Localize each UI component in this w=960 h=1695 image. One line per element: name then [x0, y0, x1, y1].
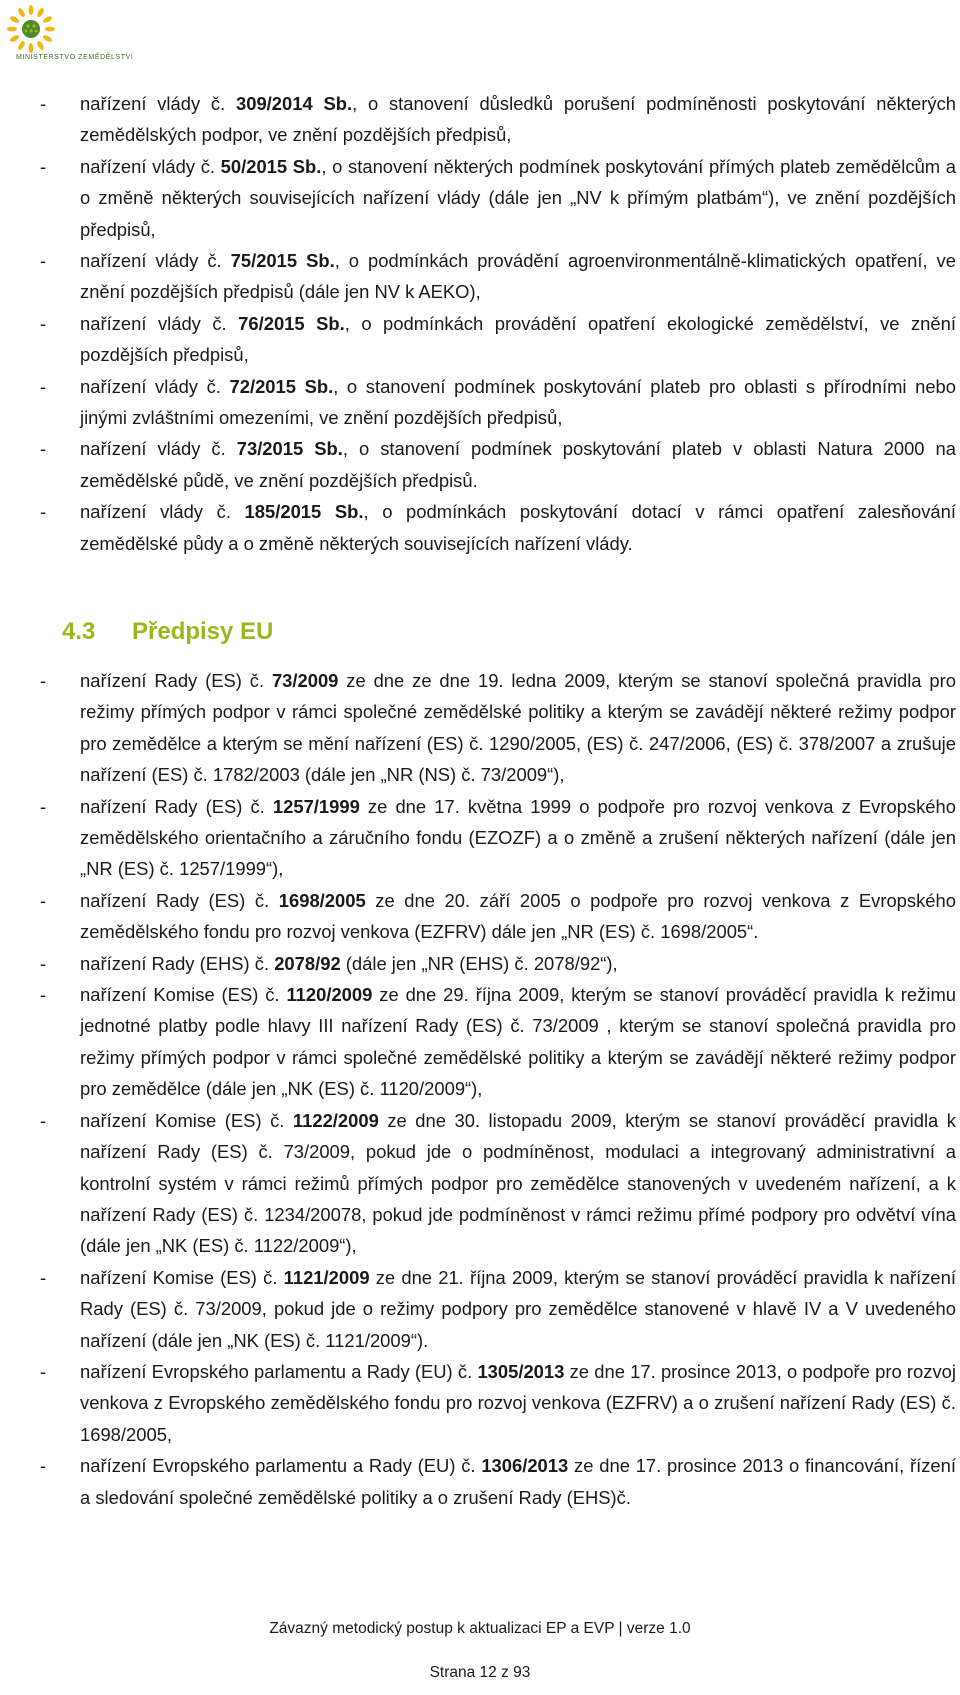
regulation-number: 72/2015 Sb. — [229, 375, 334, 397]
list-item — [0, 371, 960, 434]
list-item — [0, 308, 960, 371]
list-dash: - — [40, 1360, 47, 1382]
list-item — [0, 245, 960, 308]
regulation-number: 1698/2005 — [278, 889, 366, 911]
regulation-number: 1306/2013 — [481, 1455, 569, 1477]
item-text: , o stanovení některých podmínek poskytování přímých plateb zemědělcům a o změně některých souvisejících nařízení vlády (dále jen „NV k přímým platbám“), ve znění pozdějších předpisů, — [80, 155, 956, 240]
list-item — [0, 665, 960, 791]
item-text: nařízení Rady (ES) č. — [80, 795, 273, 817]
list-dash: - — [40, 155, 47, 177]
list-dash: - — [40, 250, 47, 272]
list-item — [0, 88, 960, 151]
item-text: ze dne 21. října 2009, kterým se stanoví prováděcí pravidla k nařízení Rady (ES) č. 73/2009, pokud jde o režimy podpory pro zemědělce stanovené v hlavě IV a V uvedeného nařízení (dále jen „NK (ES) č. 1121/2009“). — [80, 1266, 956, 1351]
list-dash: - — [40, 93, 47, 114]
list-item — [0, 1356, 960, 1450]
item-text: nařízení Komise (ES) č. — [80, 1266, 284, 1288]
item-text: nařízení vlády č. — [80, 250, 231, 272]
list-dash: - — [40, 952, 47, 974]
regulation-number: 1305/2013 — [477, 1360, 565, 1382]
item-text: nařízení vlády č. — [80, 375, 230, 397]
list-item — [0, 151, 960, 245]
item-text: ze dne 17. prosince 2013 o financování, řízení a sledování společné zemědělské politiky a o zrušení Rady (EHS)č. — [80, 1455, 956, 1508]
regulation-number: 50/2015 Sb. — [220, 155, 322, 177]
item-text: nařízení Evropského parlamentu a Rady (EU) č. — [80, 1360, 478, 1382]
list-item — [0, 496, 960, 559]
item-text: ze dne ze dne 19. ledna 2009, kterým se stanoví společná pravidla pro režimy přímých podpor v rámci společné zemědělské politiky a kterým se zavádějí některé režimy podpor pro zemědělce a kterým se mění nařízení (ES) č. 1290/2005, (ES) č. 247/2006, (ES) č. 378/2007 a zrušuje nařízení (ES) č. 1782/2003 (dále jen „NR (NS) č. 73/2009“), — [80, 670, 956, 786]
regulation-number: 309/2014 Sb. — [235, 93, 353, 114]
footer-document-line: Závazný metodický postup k aktualizaci EP a EVP | verze 1.0 — [269, 1620, 691, 1637]
item-text: nařízení Komise (ES) č. — [80, 984, 287, 1006]
regulation-number: 75/2015 Sb. — [230, 250, 335, 272]
item-text: , o podmínkách poskytování dotací v rámci opatření zalesňování zemědělské půdy a o změně některých souvisejících nařízení vlády. — [80, 501, 956, 554]
item-text: nařízení vlády č. — [80, 312, 239, 334]
regulation-number: 73/2015 Sb. — [236, 438, 343, 460]
ministry-logo — [4, 2, 154, 68]
item-text: nařízení vlády č. — [80, 93, 236, 114]
list-dash: - — [40, 312, 47, 334]
item-text: (dále jen „NR (EHS) č. 2078/92“), — [340, 952, 618, 974]
list-dash: - — [40, 984, 47, 1006]
regulation-list-eu — [0, 665, 960, 1513]
list-dash: - — [40, 670, 47, 691]
list-dash: - — [40, 501, 47, 523]
regulation-number: 1120/2009 — [286, 984, 373, 1006]
regulation-number: 1122/2009 — [292, 1109, 379, 1131]
item-text: nařízení vlády č. — [80, 438, 237, 460]
logo-text: MINISTERSTVO ZEMĚDĚLSTVÍ — [16, 54, 134, 61]
regulation-number: 2078/92 — [274, 952, 341, 974]
item-text: , o stanovení důsledků porušení podmíněnosti poskytování některých zemědělských podpor, ve znění pozdějších předpisů, — [80, 93, 956, 146]
list-item — [0, 1262, 960, 1356]
list-item — [0, 1450, 960, 1513]
item-text: nařízení Rady (ES) č. — [80, 670, 272, 691]
regulation-list-national — [0, 88, 960, 559]
regulation-number: 73/2009 — [271, 670, 339, 691]
regulation-number: 1121/2009 — [283, 1266, 370, 1288]
item-text: ze dne 17. prosince 2013, o podpoře pro rozvoj venkova z Evropského zemědělského fondu pro rozvoj venkova (EZFRV) a o zrušení nařízení Rady (ES) č. 1698/2005, — [80, 1360, 956, 1445]
item-text: nařízení Evropského parlamentu a Rady (EU) č. — [80, 1455, 482, 1477]
item-text: , o podmínkách provádění agroenvironmentálně-klimatických opatření, ve znění pozdějších předpisů (dále jen NV k AEKO), — [80, 250, 956, 303]
item-text: ze dne 30. listopadu 2009, kterým se stanoví prováděcí pravidla k nařízení Rady (ES) č. 73/2009, pokud jde o podmíněnost, modulaci a integrovaný administrativní a kontrolní systém v rámci režimů přímých podpor pro zemědělce stanovených v uvedeném nařízení, a k nařízení Rady (ES) č. 1234/20078, pokud jde podmíněnost v rámci režimu přímé podpory pro odvětví vína (dále jen „NK (ES) č. 1122/2009“), — [80, 1109, 956, 1257]
list-dash: - — [40, 795, 47, 817]
list-dash: - — [40, 1455, 47, 1477]
item-text: ze dne 29. října 2009, kterým se stanoví prováděcí pravidla k režimu jednotné platby podle hlavy III nařízení Rady (ES) č. 73/2009 , kterým se stanoví společná pravidla pro režimy přímých podpor v rámci společné zemědělské politiky a kterým se zavádějí některé režimy podpor pro zemědělce (dále jen „NK (ES) č. 1120/2009“), — [80, 984, 956, 1100]
item-text: nařízení vlády č. — [80, 501, 245, 523]
item-text: nařízení Rady (ES) č. — [80, 889, 279, 911]
item-text: nařízení vlády č. — [80, 155, 221, 177]
list-item — [0, 979, 960, 1105]
list-item — [0, 791, 960, 885]
regulation-number: 1257/1999 — [272, 795, 360, 817]
sunflower-icon — [4, 2, 58, 56]
footer-page-number: Strana 12 z 93 — [429, 1664, 531, 1681]
list-dash: - — [40, 1109, 47, 1131]
list-dash: - — [40, 1266, 47, 1288]
section-title: Předpisy EU — [132, 618, 274, 645]
regulation-number: 185/2015 Sb. — [244, 501, 364, 523]
list-dash: - — [40, 889, 47, 911]
regulation-number: 76/2015 Sb. — [238, 312, 345, 334]
list-dash: - — [40, 438, 47, 460]
list-item — [0, 948, 960, 979]
item-text: ze dne 17. května 1999 o podpoře pro rozvoj venkova z Evropského zemědělského orientačního a záručního fondu (EZOZF) a o změně a zrušení některých nařízení (dále jen „NR (ES) č. 1257/1999“), — [80, 795, 956, 880]
item-text: , o stanovení podmínek poskytování plateb pro oblasti s přírodními nebo jinými zvláštními omezeními, ve znění pozdějších předpisů, — [80, 375, 957, 429]
list-item — [0, 885, 960, 948]
item-text: , o stanovení podmínek poskytování plateb v oblasti Natura 2000 na zemědělské půdě, ve znění pozdějších předpisů. — [80, 438, 956, 491]
section-heading — [62, 618, 273, 646]
item-text: ze dne 20. září 2005 o podpoře pro rozvoj venkova z Evropského zemědělského fondu pro rozvoj venkova (EZFRV) dále jen „NR (ES) č. 1698/2005“. — [80, 889, 956, 943]
item-text: nařízení Komise (ES) č. — [80, 1109, 293, 1131]
list-item — [0, 433, 960, 496]
list-item — [0, 1105, 960, 1262]
section-number: 4.3 — [62, 618, 96, 645]
item-text: nařízení Rady (EHS) č. — [80, 952, 275, 974]
item-text: , o podmínkách provádění opatření ekologické zemědělství, ve znění pozdějších předpisů, — [80, 312, 956, 366]
list-dash: - — [40, 375, 47, 397]
